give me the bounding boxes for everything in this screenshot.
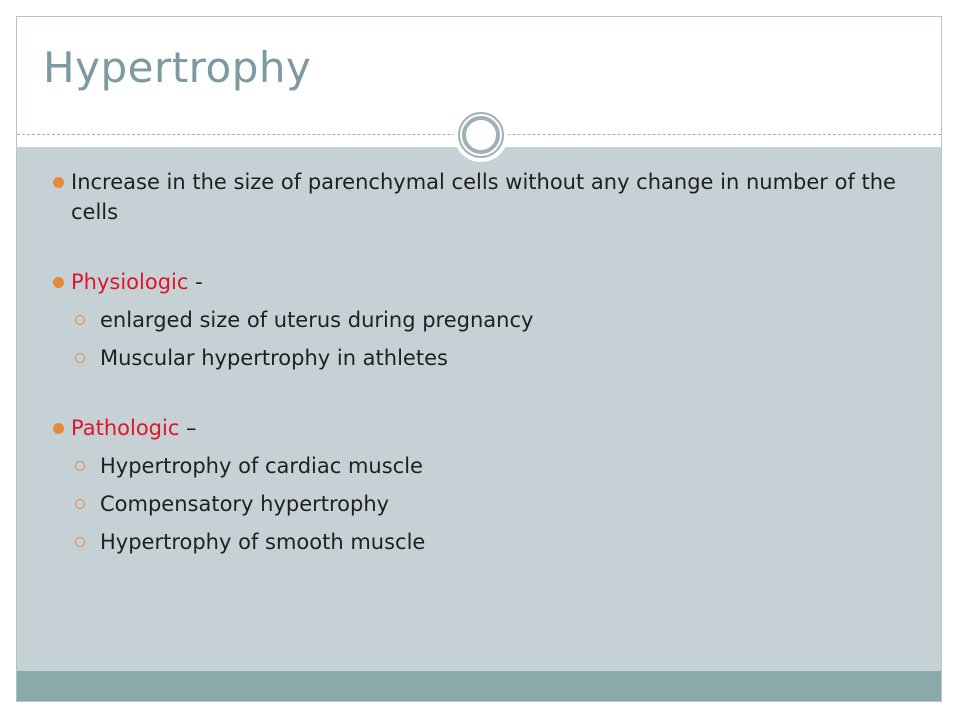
sub-bullet-item — [53, 305, 913, 335]
ring-bullet-icon — [75, 353, 85, 363]
footer-band — [17, 671, 941, 701]
physiologic-suffix: - — [188, 270, 203, 294]
sub-bullet-text: Hypertrophy of smooth muscle — [100, 530, 426, 554]
sub-bullet-item — [53, 343, 913, 373]
sub-bullet-text: enlarged size of uterus during pregnancy — [100, 308, 534, 332]
pathologic-heading: Pathologic — [71, 416, 180, 440]
ring-bullet-icon — [75, 461, 85, 471]
slide-title: Hypertrophy — [43, 43, 312, 92]
sub-bullet-text: Muscular hypertrophy in athletes — [100, 346, 448, 370]
pathologic-suffix: – — [179, 416, 197, 440]
sub-bullet-item — [53, 451, 913, 481]
ring-bullet-icon — [75, 315, 85, 325]
sub-bullet-item — [53, 489, 913, 519]
sub-bullet-text: Compensatory hypertrophy — [100, 492, 390, 516]
bullet-list — [53, 167, 913, 557]
bullet-item-pathologic — [53, 413, 913, 443]
ring-bullet-icon — [75, 499, 85, 509]
bullet-item — [53, 167, 913, 227]
physiologic-heading: Physiologic — [71, 270, 189, 294]
bullet-item-physiologic — [53, 267, 913, 297]
circle-ornament-icon — [453, 107, 509, 163]
bullet-text: Increase in the size of parenchymal cells without any change in number of the cells — [71, 170, 896, 224]
ring-bullet-icon — [75, 537, 85, 547]
sub-bullet-text: Hypertrophy of cardiac muscle — [100, 454, 423, 478]
slide — [16, 16, 942, 702]
sub-bullet-item — [53, 527, 913, 557]
